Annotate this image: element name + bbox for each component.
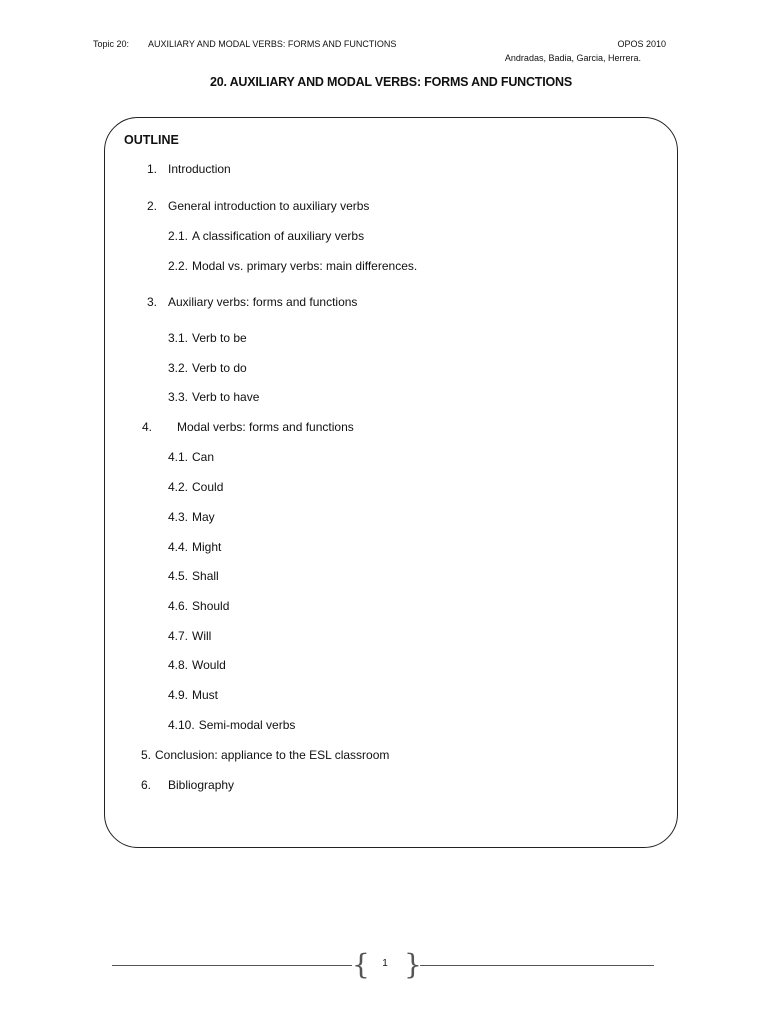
outline-item-number: 5. [141, 748, 152, 762]
outline-item-text: A classification of auxiliary verbs [192, 229, 365, 243]
outline-item-number: 4. [142, 420, 153, 434]
outline-subitem [168, 229, 364, 243]
outline-item-text: Shall [192, 569, 219, 583]
outline-item-text: Modal verbs: forms and functions [177, 420, 354, 434]
header-exam: OPOS 2010 [617, 39, 666, 49]
outline-item-number: 3.3. [168, 390, 189, 404]
outline-subitem [168, 480, 223, 494]
outline-item [147, 295, 357, 309]
outline-item-number: 6. [141, 778, 152, 792]
outline-item-text: Semi-modal verbs [198, 718, 296, 732]
outline-item [147, 199, 369, 213]
outline-item-number: 2.1. [168, 229, 189, 243]
outline-item-number: 4.2. [168, 480, 189, 494]
page-number: 1 [382, 958, 388, 969]
outline-item-text: Conclusion: appliance to the ESL classroom [155, 748, 390, 762]
outline-item-number: 4.1. [168, 450, 189, 464]
outline-item-text: Modal vs. primary verbs: main differences. [192, 259, 418, 273]
outline-item-text: Might [192, 540, 222, 554]
outline-heading: OUTLINE [124, 133, 179, 147]
outline-item-number: 2.2. [168, 259, 189, 273]
outline-item [141, 748, 389, 762]
outline-subitem [168, 718, 295, 732]
outline-item [141, 778, 234, 792]
outline-item-text: Could [192, 480, 224, 494]
outline-item-text: Bibliography [168, 778, 235, 792]
footer-rule-right [420, 965, 654, 966]
header-topic-title: AUXILIARY AND MODAL VERBS: FORMS AND FUNCTIONS [148, 39, 397, 49]
document-title: 20. AUXILIARY AND MODAL VERBS: FORMS AND FUNCTIONS [209, 75, 572, 89]
outline-subitem [168, 658, 226, 672]
outline-subitem [168, 569, 219, 583]
outline-item-number: 1. [147, 162, 158, 176]
outline-subitem [168, 629, 211, 643]
outline-item-number: 3.1. [168, 331, 189, 345]
outline-item-number: 4.5. [168, 569, 189, 583]
outline-item-text: Verb to be [192, 331, 247, 345]
outline-item-number: 4.8. [168, 658, 189, 672]
outline-subitem [168, 259, 417, 273]
outline-subitem [168, 510, 215, 524]
outline-item-number: 4.4. [168, 540, 189, 554]
outline-item-number: 4.6. [168, 599, 189, 613]
outline-item-text: General introduction to auxiliary verbs [168, 199, 370, 213]
outline-item-text: Must [192, 688, 219, 702]
outline-item-number: 4.3. [168, 510, 189, 524]
outline-item-number: 2. [147, 199, 158, 213]
outline-subitem [168, 540, 221, 554]
outline-item-number: 3. [147, 295, 158, 309]
outline-item-text: Verb to have [192, 390, 260, 404]
outline-subitem [168, 688, 218, 702]
outline-item-text: Would [192, 658, 226, 672]
outline-subitem [168, 331, 247, 345]
outline-item-text: May [192, 510, 215, 524]
outline-subitem [168, 599, 229, 613]
outline-item-number: 4.7. [168, 629, 189, 643]
header-authors: Andradas, Badia, Garcia, Herrera. [504, 53, 641, 63]
footer-rule-left [112, 965, 352, 966]
outline-subitem [168, 390, 259, 404]
outline-item-text: Can [192, 450, 215, 464]
outline-subitem [168, 361, 247, 375]
outline-item-text: Auxiliary verbs: forms and functions [168, 295, 358, 309]
outline-subitem [168, 450, 214, 464]
header-topic-label: Topic 20: [93, 39, 130, 49]
footer-brace-left: { [352, 948, 370, 981]
outline-item-text: Will [192, 629, 212, 643]
footer-brace-right: } [404, 948, 422, 981]
outline-item-text: Introduction [168, 162, 231, 176]
outline-item [142, 420, 354, 434]
outline-item [147, 162, 231, 176]
outline-item-text: Should [192, 599, 230, 613]
outline-item-text: Verb to do [192, 361, 247, 375]
outline-item-number: 3.2. [168, 361, 189, 375]
outline-item-number: 4.10. [168, 718, 195, 732]
outline-item-number: 4.9. [168, 688, 189, 702]
